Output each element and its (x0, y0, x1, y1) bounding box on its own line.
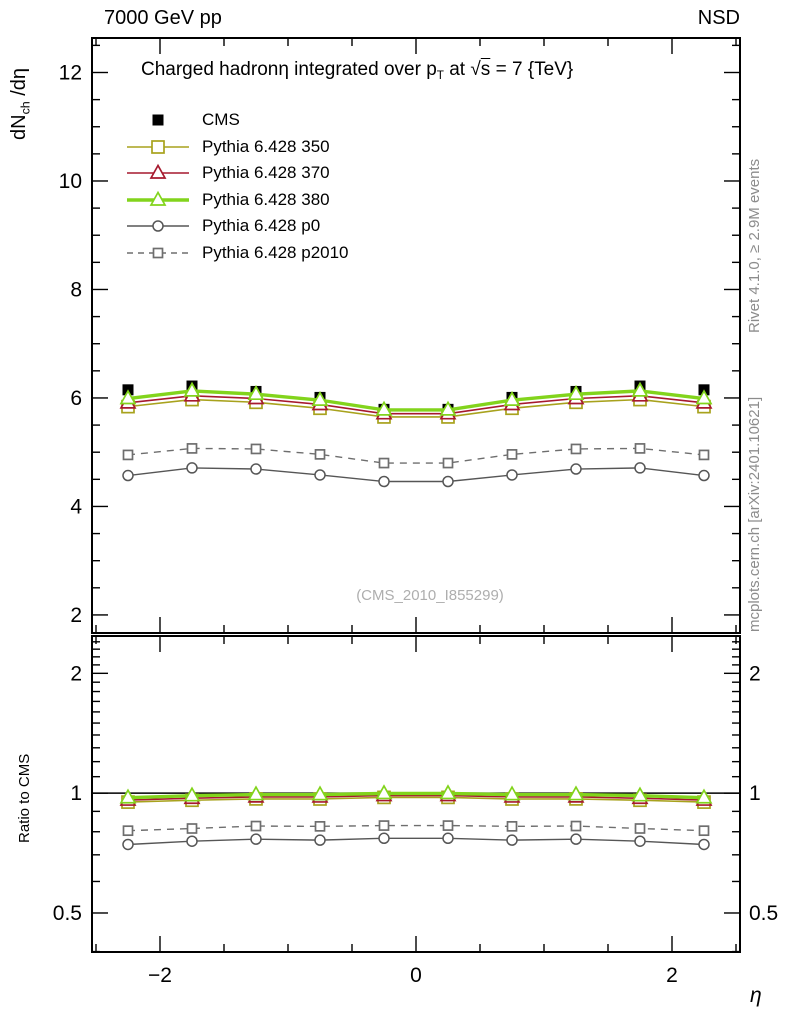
main-plot-frame (92, 38, 740, 633)
plot-title-text: Charged hadronη integrated over p (141, 59, 437, 80)
series-pythia-6-428-370 (121, 388, 711, 805)
y-main-ticks (92, 45, 740, 615)
svg-text:0.5: 0.5 (52, 901, 82, 925)
svg-text:2: 2 (666, 964, 678, 987)
x-ticks (96, 38, 736, 952)
svg-text:12: 12 (58, 61, 82, 85)
svg-text:2: 2 (70, 603, 82, 627)
y-axis-label-subscript: ch (18, 101, 33, 115)
beam-energy-label: 7000 GeV pp (104, 7, 222, 29)
series-pythia-6-428-350 (122, 394, 710, 809)
analysis-id-watermark: (CMS_2010_I855299) (356, 587, 504, 604)
series-pythia-6-428-p0 (123, 463, 709, 850)
svg-text:0: 0 (410, 964, 422, 987)
series-pythia-6-428-380 (121, 383, 711, 802)
legend-label: Pythia 6.428 370 (202, 163, 330, 182)
svg-text:0.5: 0.5 (749, 901, 779, 925)
generator-version-credit: Rivet 4.1.0, ≥ 2.9M events (746, 158, 763, 333)
mcplots-credit: mcplots.cern.ch [arXiv:2401.10621] (746, 396, 763, 632)
plot-title-sqrt: at √ (443, 59, 481, 80)
y-main-tick-labels (59, 61, 83, 626)
legend-label: Pythia 6.428 p0 (202, 216, 321, 235)
legend-label: Pythia 6.428 p2010 (202, 242, 349, 262)
plot-title-subscript: T (436, 69, 444, 83)
svg-text:−2: −2 (148, 964, 172, 987)
plot-title-sqrt-s: s (480, 59, 491, 80)
svg-text:2: 2 (749, 662, 761, 686)
legend-label: Pythia 6.428 380 (202, 189, 330, 209)
svg-text:8: 8 (70, 278, 82, 302)
svg-text:1: 1 (70, 782, 82, 806)
y-axis-label-prefix: dN (8, 114, 30, 140)
legend-label: Pythia 6.428 350 (202, 136, 330, 156)
y-axis-label-suffix: /dη (8, 67, 30, 102)
plot-title-energy: = 7 {TeV} (490, 59, 574, 80)
svg-text:10: 10 (58, 169, 82, 193)
x-tick-labels (148, 964, 678, 987)
svg-text:4: 4 (70, 495, 82, 519)
y-axis-label-ratio: Ratio to CMS (16, 753, 33, 843)
svg-text:1: 1 (749, 782, 761, 806)
x-axis-label: η (750, 984, 762, 1007)
svg-text:6: 6 (70, 386, 82, 410)
event-class-label: NSD (697, 7, 740, 29)
legend-label: CMS (202, 110, 240, 129)
svg-text:2: 2 (70, 662, 82, 686)
